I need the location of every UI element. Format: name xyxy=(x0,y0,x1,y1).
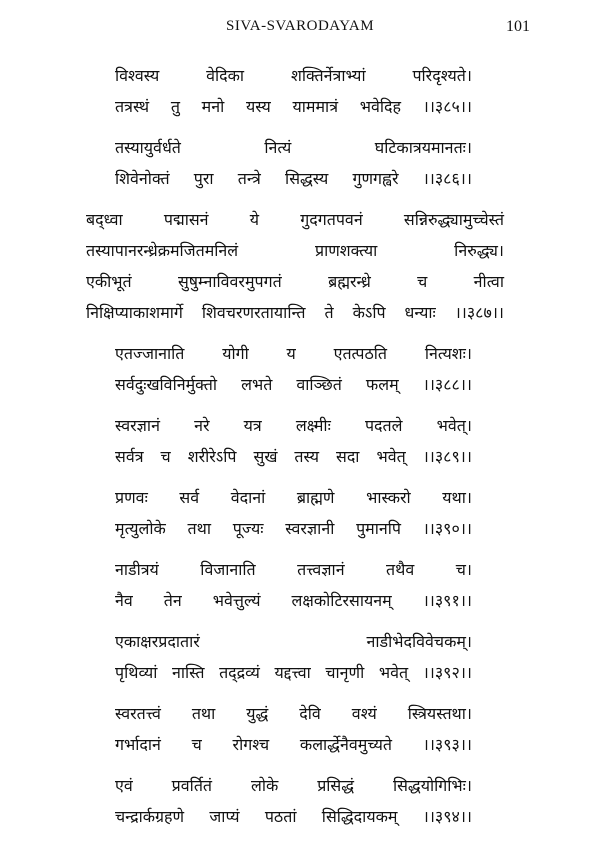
verse-word: शरीरेऽपि xyxy=(187,447,237,466)
verse-word: घटिकात्रयमानतः। xyxy=(374,138,472,157)
verse-line xyxy=(115,554,472,585)
verse-line xyxy=(115,441,472,472)
verse-block xyxy=(0,132,600,194)
verse-word: सदा xyxy=(336,447,360,466)
verse-word: लक्षकोटिरसायनम् xyxy=(291,591,392,610)
verse-line xyxy=(115,585,472,616)
verse-word: चानृणी xyxy=(325,663,365,682)
verse-line xyxy=(115,163,472,194)
verse-word: सर्वत्र xyxy=(115,447,144,466)
verse-word: भास्करो xyxy=(366,488,411,507)
verse-line xyxy=(115,132,472,163)
verse-word: पृथिव्यां xyxy=(115,663,158,682)
verse-line xyxy=(115,801,472,832)
verse-word: नाडीत्रयं xyxy=(115,560,159,579)
verse-word: कलार्द्धेनैवमुच्यते xyxy=(299,735,393,754)
verse-word: जाप्यं xyxy=(209,807,240,826)
verse-word: य xyxy=(286,344,296,363)
verse-word: नित्यं xyxy=(264,138,292,157)
verse-word: केऽपि xyxy=(352,303,386,322)
verse-word: तद्द्रव्यं xyxy=(219,663,260,682)
verse-word: रोगश्च xyxy=(232,735,270,754)
verse-word: वाञ्छितं xyxy=(296,375,342,394)
verse-line xyxy=(115,369,472,400)
verse-word: वश्यं xyxy=(351,704,377,723)
verse-word: चन्द्रार्कग्रहणे xyxy=(115,807,185,826)
verse-word: एतज्जानाति xyxy=(115,344,185,363)
verse-word: च xyxy=(160,447,171,466)
verse-word: नीत्वा xyxy=(473,272,504,291)
verse-word: मृत्युलोके xyxy=(115,519,166,538)
verse-word: गुणगह्वरे xyxy=(352,169,399,188)
verse-word: नाडीभेदविवेचकम्। xyxy=(366,632,472,651)
verse-word: च xyxy=(417,272,428,291)
verse-block xyxy=(0,204,600,328)
verse-word: ।।३९१।। xyxy=(422,591,472,610)
verse-line xyxy=(115,698,472,729)
verse-word: नास्ति xyxy=(171,663,205,682)
verse-word: ।।३८६।। xyxy=(422,169,472,188)
verse-word: एवं xyxy=(115,776,133,795)
verse-word: च xyxy=(191,735,202,754)
verse-word: तस्यापानरन्ध्रेक्रमजितमनिलं xyxy=(86,241,239,260)
verse-word: तथा xyxy=(187,519,212,538)
verse-block xyxy=(0,60,600,122)
verse-word: प्राणशक्त्या xyxy=(314,241,378,260)
verse-container xyxy=(0,60,600,842)
verse-word: तु xyxy=(170,97,180,116)
verse-line xyxy=(86,297,504,328)
verse-word: ।।३९४।। xyxy=(422,807,472,826)
verse-word: ब्राह्मणे xyxy=(296,488,335,507)
verse-word: पुरा xyxy=(193,169,214,188)
verse-word: शक्तिर्नेत्राभ्यां xyxy=(290,66,366,85)
verse-block xyxy=(0,410,600,472)
verse-word: तेन xyxy=(163,591,182,610)
verse-word: शिवेनोक्तं xyxy=(115,169,170,188)
verse-word: विश्वस्य xyxy=(115,66,160,85)
verse-word: योगी xyxy=(222,344,249,363)
verse-word: भवेदिह xyxy=(359,97,402,116)
verse-word: ।।३९२।। xyxy=(422,663,472,682)
verse-word: बद्ध्वा xyxy=(86,210,123,229)
verse-line xyxy=(115,770,472,801)
verse-word: एकाक्षरप्रदातारं xyxy=(115,632,200,651)
verse-block xyxy=(0,338,600,400)
verse-word: तस्यायुर्वर्धते xyxy=(115,138,181,157)
verse-word: परिदृश्यते। xyxy=(412,66,472,85)
verse-word: नित्यशः। xyxy=(424,344,472,363)
verse-word: सिद्धिदायकम् xyxy=(321,807,398,826)
verse-line xyxy=(115,60,472,91)
verse-word: च। xyxy=(455,560,472,579)
verse-word: पूज्यः xyxy=(232,519,264,538)
verse-word: स्वरतत्त्वं xyxy=(115,704,161,723)
verse-word: भवेत्। xyxy=(436,416,472,435)
verse-word: यत्र xyxy=(243,416,262,435)
verse-word: वेदानां xyxy=(230,488,266,507)
verse-word: निक्षिप्याकाशमार्गे xyxy=(86,303,183,322)
verse-word: पुमानपि xyxy=(356,519,401,538)
verse-word: याममात्रं xyxy=(292,97,339,116)
verse-word: निरुद्ध्य। xyxy=(454,241,504,260)
verse-word: ब्रह्मरन्ध्रे xyxy=(328,272,371,291)
verse-line xyxy=(115,513,472,544)
verse-word: प्रणवः xyxy=(115,488,148,507)
verse-word: भवेत्तुल्यं xyxy=(212,591,261,610)
verse-line xyxy=(115,626,472,657)
page-header xyxy=(0,18,600,42)
verse-word: स्वरज्ञानी xyxy=(285,519,335,538)
verse-word: तस्य xyxy=(294,447,320,466)
verse-block xyxy=(0,698,600,760)
verse-word: नैव xyxy=(115,591,133,610)
verse-line xyxy=(86,266,504,297)
verse-word: भवेत् xyxy=(376,447,406,466)
verse-word: पद्मासनं xyxy=(163,210,209,229)
running-title: SIVA-SVARODAYAM xyxy=(226,18,375,34)
verse-line xyxy=(115,482,472,513)
verse-word: युद्धं xyxy=(246,704,269,723)
verse-word: मनो xyxy=(201,97,225,116)
verse-line xyxy=(115,657,472,688)
verse-word: तन्त्रे xyxy=(237,169,261,188)
verse-word: ।।३८९।। xyxy=(422,447,472,466)
verse-word: सर्व xyxy=(179,488,200,507)
verse-line xyxy=(86,204,504,235)
verse-line xyxy=(115,410,472,441)
verse-word: लक्ष्मीः xyxy=(295,416,331,435)
verse-block xyxy=(0,554,600,616)
verse-word: सर्वदुःखविनिर्मुक्तो xyxy=(115,375,218,394)
verse-word: सन्निरुद्ध्यामुच्चेस्तं xyxy=(403,210,504,229)
verse-word: सुषुम्नाविवरमुपगतं xyxy=(177,272,282,291)
verse-word: ते xyxy=(324,303,334,322)
verse-word: एकीभूतं xyxy=(86,272,132,291)
verse-word: यस्य xyxy=(245,97,271,116)
verse-word: तथा xyxy=(191,704,216,723)
verse-word: ।।३८८।। xyxy=(422,375,472,394)
verse-word: प्रवर्तितं xyxy=(171,776,213,795)
verse-line xyxy=(86,235,504,266)
verse-word: पठतां xyxy=(264,807,297,826)
verse-word: स्त्रियस्तथा। xyxy=(407,704,472,723)
verse-line xyxy=(115,729,472,760)
verse-word: सुखं xyxy=(253,447,278,466)
verse-word: धन्याः xyxy=(404,303,436,322)
verse-word: ।।३८७।। xyxy=(454,303,504,322)
verse-block xyxy=(0,482,600,544)
verse-word: स्वरज्ञानं xyxy=(115,416,160,435)
verse-word: एतत्पठति xyxy=(333,344,388,363)
verse-word: वेदिका xyxy=(206,66,245,85)
verse-line xyxy=(115,338,472,369)
verse-word: यद्दत्त्वा xyxy=(274,663,311,682)
verse-word: विजानाति xyxy=(200,560,256,579)
verse-word: तत्त्वज्ञानं xyxy=(297,560,345,579)
verse-word: गर्भादानं xyxy=(115,735,161,754)
verse-line xyxy=(115,91,472,122)
verse-block xyxy=(0,770,600,832)
verse-word: प्रसिद्धं xyxy=(317,776,355,795)
verse-word: यथा। xyxy=(442,488,472,507)
verse-word: पदतले xyxy=(364,416,403,435)
verse-word: देवि xyxy=(299,704,321,723)
verse-block xyxy=(0,626,600,688)
verse-word: तत्रस्थं xyxy=(115,97,150,116)
verse-word: तथैव xyxy=(386,560,415,579)
verse-word: सिद्धयोगिभिः। xyxy=(392,776,472,795)
verse-word: ।।३८५।। xyxy=(422,97,472,116)
page-number: 101 xyxy=(506,18,530,35)
verse-word: नरे xyxy=(194,416,210,435)
verse-word: भवेत् xyxy=(378,663,409,682)
verse-word: शिवचरणरतायान्ति xyxy=(201,303,306,322)
verse-word: गुदगतपवनं xyxy=(300,210,363,229)
verse-word: लोके xyxy=(250,776,279,795)
verse-word: ये xyxy=(249,210,260,229)
verse-word: लभते xyxy=(241,375,273,394)
verse-word: फलम् xyxy=(365,375,399,394)
verse-word: सिद्धस्य xyxy=(285,169,329,188)
verse-word: ।।३९३।। xyxy=(422,735,472,754)
verse-word: ।।३९०।। xyxy=(422,519,472,538)
